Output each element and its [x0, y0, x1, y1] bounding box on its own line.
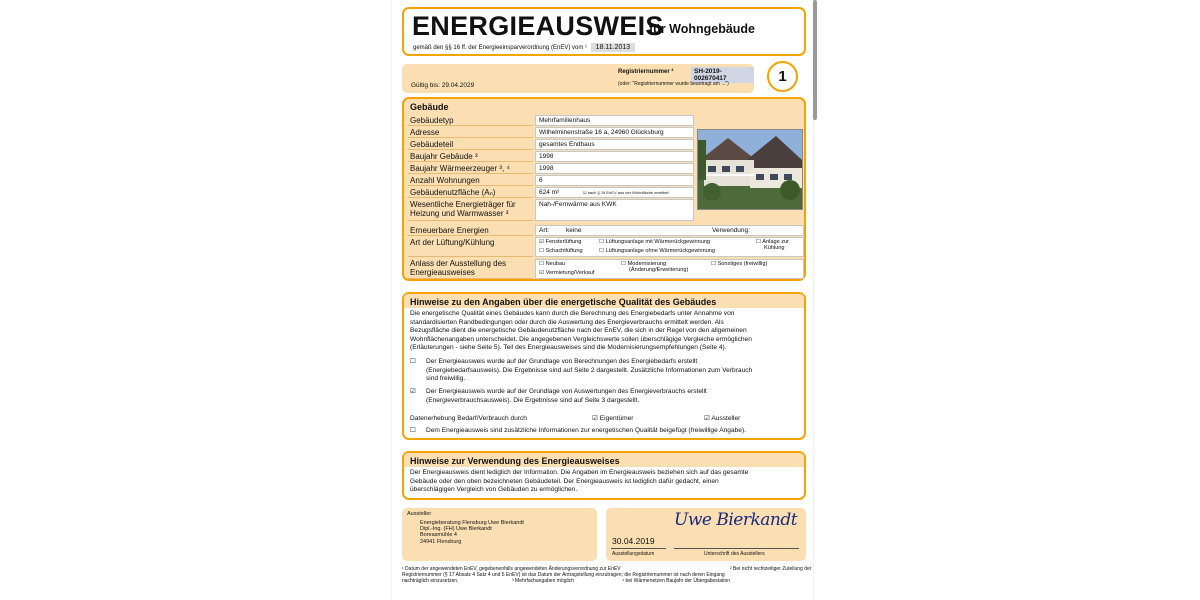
signature: Uwe Bierkandt — [674, 510, 798, 530]
issue-date-label: Ausstellungsdatum — [612, 551, 655, 557]
page-number-badge: 1 — [767, 61, 798, 92]
row-label: Baujahr Gebäude ³ — [408, 151, 533, 162]
date-line — [611, 548, 666, 549]
row-label — [408, 259, 533, 279]
law-reference — [413, 43, 635, 52]
zusatz-text: Dem Energieausweis sind zusätzliche Informationen zur energetischen Qualität beigefügt (freiwillige Angabe). — [426, 427, 746, 434]
para-line: (Erläuterungen - siehe Seite 5). Teil des Energieausweises sind die Modernisierungsempfehlungen (Seite 4). — [410, 344, 727, 351]
anlass-neubau: ☐ Neubau — [539, 261, 566, 267]
verwendung-paragraph — [410, 469, 748, 495]
para-line: Die energetische Qualität eines Gebäudes kann durch die Berechnung des Energiebedarfs unter Annahme von — [410, 310, 735, 317]
row-baujahr-waermeerzeuger — [408, 163, 698, 174]
lueftung-fenster: ☑ Fensterlüftung — [539, 239, 582, 245]
building-photo-image — [698, 130, 802, 209]
option-verbrauch-text — [426, 388, 707, 405]
anlass-label-1: Anlass der Ausstellung des — [410, 259, 507, 268]
signature-label: Unterschrift des Ausstellers — [704, 551, 765, 557]
verwendung-title: Hinweise zur Verwendung des Energieausweises — [410, 456, 620, 466]
law-text: gemäß den §§ 16 ff. der Energieeinsparverordnung (EnEV) vom ¹ — [413, 45, 587, 51]
para-line: standardisierten Randbedingungen oder durch die Auswertung des Energieverbrauchs ermittelt werden. Als — [410, 318, 724, 326]
footnote-right: ² Bei nicht rechtzeitiger Zuteilung der — [730, 566, 812, 572]
row-label: Erneuerbare Energien — [408, 225, 533, 236]
document-title: ENERGIEAUSWEIS — [412, 11, 664, 41]
nutzflaeche-value: 624 m² — [539, 189, 560, 196]
aussteller-address — [420, 520, 524, 545]
daten-aussteller: ☑ Aussteller — [704, 415, 741, 422]
option-line: Der Energieausweis wurde auf der Grundlage von Berechnungen des Energiebedarfs erstellt — [426, 358, 698, 365]
footnote-line: ¹ Datum der angewendeten EnEV, gegebenenfalls angewendeten Änderungsverordnung zur EnEV — [402, 566, 621, 572]
row-value: 1998 — [535, 151, 694, 162]
registration-label: Registriernummer ² — [618, 69, 674, 75]
aussteller-line: 24941 Flensburg — [420, 538, 462, 545]
row-nutzflaeche — [408, 187, 698, 198]
document-subtitle: für Wohngebäude — [649, 22, 756, 36]
para-line: Bezugsfläche dient die energetische Gebäudenutzfläche nach der EnEV, die sich in der Regel von den allgemeinen — [410, 327, 747, 334]
anlass-modernisierung-2: (Änderung/Erweiterung) — [629, 267, 689, 273]
row-baujahr-gebaeude — [408, 151, 698, 162]
lueftung-kuehlung-2: Kühlung — [764, 245, 785, 251]
row-label: Gebäudenutzfläche (Aₙ) — [408, 187, 533, 198]
registration-note: (oder: "Registriernummer wurde beantragt am ...") — [618, 81, 729, 87]
registration-panel — [402, 64, 754, 93]
row-value — [535, 225, 804, 236]
title-box — [402, 7, 806, 56]
building-section — [402, 97, 806, 281]
signature-line — [674, 548, 799, 549]
row-value — [535, 259, 804, 279]
row-anzahl-wohnungen — [408, 175, 698, 186]
hinweise-section — [402, 292, 806, 440]
row-value: 6 — [535, 175, 694, 186]
row-value: Mehrfamilienhaus — [535, 115, 694, 126]
row-adresse — [408, 127, 698, 138]
energietraeger-label-1: Wesentliche Energieträger für — [410, 200, 516, 209]
verwendung-line: überschlägigen Vergleich von Gebäuden zu ermöglichen. — [410, 486, 578, 493]
row-value: Wilhelminenstraße 16 a, 24960 Glücksburg — [535, 127, 694, 138]
verwendung-line: Der Energieausweis dient lediglich der Information. Die Angaben im Energieausweis beziehen sich auf das gesamte — [410, 469, 749, 476]
scrollbar-thumb[interactable] — [813, 0, 817, 120]
valid-until: Gültig bis: 29.04.2029 — [411, 82, 475, 89]
row-gebaeudetyp — [408, 115, 698, 126]
row-value — [535, 187, 694, 198]
lueftung-ohne-wrg: ☐ Lüftungsanlage ohne Wärmerückgewinnung — [599, 248, 716, 254]
anlass-label-2: Energieausweises — [410, 267, 475, 277]
row-label: Anzahl Wohnungen — [408, 175, 533, 186]
erneuerbar-verwendung: Verwendung: — [712, 227, 750, 234]
row-value — [535, 237, 804, 257]
row-label: Gebäudetyp — [408, 115, 533, 126]
row-value: 1998 — [535, 163, 694, 174]
footnote-line: nachträglich einzusetzen. — [402, 578, 459, 584]
option-line: (Energiebedarfsausweis). Die Ergebnisse sind auf Seite 2 dargestellt. Zusätzliche Informationen zum Verbrauch — [426, 366, 753, 374]
row-gebaeudeteil — [408, 139, 698, 150]
row-value: gesamtes Endhaus — [535, 139, 694, 150]
hinweise-paragraph — [410, 310, 752, 353]
row-lueftung — [408, 237, 806, 257]
para-line: Wohnflächenangaben unterscheidet. Die angegebenen Vergleichswerte sollen überschlägige Vergleiche ermöglichen — [410, 335, 752, 343]
row-label: Gebäudeteil — [408, 139, 533, 150]
option-line: Der Energieausweis wurde auf der Grundlage von Auswertungen des Energieverbrauchs erstellt — [426, 388, 707, 395]
zusatz-checkbox: ☐ — [410, 427, 416, 434]
registration-number: SH-2019-002670417 — [691, 67, 754, 83]
row-label: Baujahr Wärmeerzeuger ³, ⁴ — [408, 163, 533, 174]
aussteller-panel — [402, 508, 597, 561]
building-photo — [697, 129, 803, 210]
row-energietraeger — [408, 199, 698, 221]
aussteller-line: Boreasmühle 4 — [420, 532, 457, 539]
row-anlass — [408, 259, 806, 279]
footnote-waermenetz: ⁴ bei Wärmenetzen Baujahr der Übergabestation — [622, 578, 731, 584]
footnote-line: Registriernummer (§ 17 Absatz 4 Satz 4 und 5 EnEV) ist das Datum der Antragstellung einzutragen; die Registriernummer ist nach deren Eingang — [402, 572, 725, 578]
option-line: sind freiwillig. — [426, 375, 466, 382]
erneuerbar-art-value: keine — [566, 227, 582, 234]
erneuerbar-art-label: Art: — [539, 227, 550, 234]
aussteller-line: Dipl.-Ing. (FH) Uwe Bierkandt — [420, 526, 492, 533]
verwendung-line: Gebäude oder den oben bezeichneten Gebäudeteil. Der Energieausweis ist lediglich dafür gedacht, einen — [410, 477, 719, 485]
aussteller-line: Energieberatung Flensburg Uwe Bierkandt — [420, 520, 524, 526]
building-section-title: Gebäude — [410, 102, 449, 112]
lueftung-mit-wrg: ☐ Lüftungsanlage mit Wärmerückgewinnung — [599, 239, 711, 245]
hinweise-title: Hinweise zu den Angaben über die energetische Qualität des Gebäudes — [410, 297, 717, 307]
option-bedarf-text — [426, 358, 752, 384]
signature-panel — [606, 508, 806, 561]
nutzflaeche-note: ☑ nach § 19 EnEV aus der Wohnfläche ermittelt — [583, 190, 669, 195]
aussteller-label: Aussteller — [407, 511, 432, 517]
row-value: Nah-/Fernwärme aus KWK — [535, 199, 694, 221]
law-date: 18.11.2013 — [591, 43, 636, 52]
daten-eigentuemer: ☑ Eigentümer — [592, 415, 634, 422]
option-bedarf-checkbox: ☐ — [410, 358, 416, 365]
lueftung-schacht: ☐ Schachtlüftung — [539, 248, 583, 254]
row-label: Adresse — [408, 127, 533, 138]
row-erneuerbare — [408, 225, 806, 236]
issue-date: 30.04.2019 — [612, 536, 655, 546]
anlass-vermietung: ☑ Vermietung/Verkauf — [539, 270, 595, 276]
option-verbrauch-checkbox: ☑ — [410, 388, 416, 395]
option-line: (Energieverbrauchsausweis). Die Ergebnisse sind auf Seite 3 dargestellt. — [426, 396, 640, 404]
row-label: Art der Lüftung/Kühlung — [408, 237, 533, 257]
verwendung-section — [402, 451, 806, 500]
energietraeger-label-2: Heizung und Warmwasser ³ — [410, 208, 509, 218]
energy-certificate-page — [392, 0, 813, 600]
row-label — [408, 199, 533, 221]
anlass-modernisierung: ☐ Modernisierung — [621, 261, 667, 267]
footnote-mehrfach: ³ Mehrfachangaben möglich — [512, 578, 574, 584]
lueftung-kuehlung: ☐ Anlage zur — [756, 239, 790, 245]
anlass-sonstiges: ☐ Sonstiges (freiwillig) — [711, 261, 768, 267]
daten-label: Datenerhebung Bedarf/Verbrauch durch — [410, 415, 527, 422]
